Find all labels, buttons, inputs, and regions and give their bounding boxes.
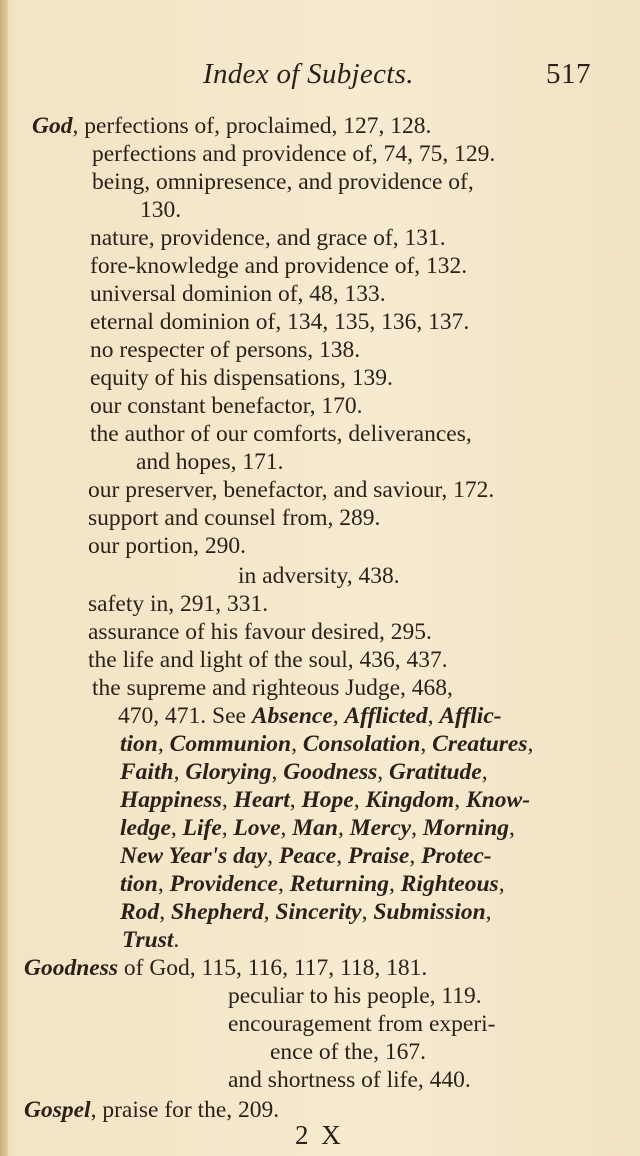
index-line bbox=[120, 898, 492, 926]
index-text: , bbox=[280, 815, 293, 841]
index-text: encouragement from experi- bbox=[228, 1011, 496, 1037]
index-term: Trust bbox=[122, 927, 174, 953]
index-term: Gospel bbox=[24, 1097, 91, 1123]
index-text: , bbox=[291, 731, 303, 757]
index-text: no respecter of persons, 138. bbox=[90, 337, 361, 363]
index-line bbox=[228, 1066, 471, 1094]
index-term: Love bbox=[233, 815, 281, 841]
index-line bbox=[120, 758, 488, 786]
index-line bbox=[24, 954, 427, 982]
index-term: Creatures bbox=[432, 731, 528, 757]
index-term: Afflic- bbox=[439, 703, 502, 729]
index-text: , bbox=[267, 843, 279, 869]
index-text: , bbox=[377, 759, 390, 785]
index-text: and shortness of life, 440. bbox=[228, 1067, 471, 1093]
index-text: , bbox=[277, 871, 290, 897]
index-term: Gratitude bbox=[389, 759, 482, 785]
index-text: , bbox=[509, 815, 515, 841]
index-line bbox=[228, 1010, 496, 1038]
index-term: Righteous bbox=[400, 871, 499, 897]
index-term: Happiness bbox=[120, 787, 222, 813]
index-term: New Year's day bbox=[120, 843, 268, 869]
index-text: , bbox=[389, 871, 401, 897]
index-line bbox=[118, 702, 502, 730]
index-text: the supreme and righteous Judge, 468, bbox=[92, 675, 453, 701]
index-line bbox=[120, 870, 505, 898]
index-term: Hope bbox=[301, 787, 354, 813]
index-term: Heart bbox=[233, 787, 290, 813]
index-line bbox=[88, 476, 494, 504]
index-text: , bbox=[454, 787, 467, 813]
index-text: nature, providence, and grace of, 131. bbox=[90, 225, 446, 251]
index-term: God bbox=[32, 113, 73, 139]
index-term: Communion bbox=[169, 731, 292, 757]
index-text: , bbox=[157, 731, 170, 757]
index-text: assurance of his favour desired, 295. bbox=[88, 619, 432, 645]
index-line bbox=[90, 252, 467, 280]
index-line bbox=[90, 280, 386, 308]
signature-mark: 2 X bbox=[295, 1120, 344, 1150]
index-line bbox=[92, 168, 474, 196]
index-text: , bbox=[157, 871, 170, 897]
index-term: Faith bbox=[120, 759, 174, 785]
index-text: equity of his dispensations, 139. bbox=[90, 365, 393, 391]
index-text: and hopes, 171. bbox=[136, 449, 284, 475]
index-line bbox=[120, 842, 492, 870]
index-text: , bbox=[420, 731, 433, 757]
index-term: Life bbox=[182, 815, 222, 841]
index-line bbox=[88, 532, 246, 560]
index-text: our constant benefactor, 170. bbox=[90, 393, 363, 419]
index-line bbox=[92, 674, 453, 702]
index-text: universal dominion of, 48, 133. bbox=[90, 281, 386, 307]
index-term: Protec- bbox=[421, 843, 492, 869]
index-text: being, omnipresence, and providence of, bbox=[92, 169, 474, 195]
index-term: Morning bbox=[422, 815, 510, 841]
index-text: , bbox=[271, 759, 284, 785]
index-text: , bbox=[289, 787, 302, 813]
index-term: Goodness bbox=[24, 955, 119, 981]
index-text: 130. bbox=[140, 197, 182, 223]
index-text: perfections and providence of, 74, 75, 129. bbox=[92, 141, 496, 167]
index-term: Afflicted bbox=[344, 703, 428, 729]
index-text: in adversity, 438. bbox=[238, 563, 400, 589]
index-line bbox=[88, 646, 448, 674]
index-text: , bbox=[481, 759, 488, 785]
index-term: Rod bbox=[120, 899, 160, 925]
index-text: , bbox=[353, 787, 366, 813]
index-term: Sincerity bbox=[275, 899, 362, 925]
index-text: , bbox=[173, 759, 186, 785]
index-text: our preserver, benefactor, and saviour, 172. bbox=[88, 477, 495, 503]
index-line bbox=[270, 1038, 426, 1066]
index-term: Goodness bbox=[283, 759, 378, 785]
index-term: Praise bbox=[348, 843, 410, 869]
index-text: the author of our comforts, deliverances, bbox=[90, 421, 472, 447]
index-line bbox=[120, 730, 533, 758]
index-line bbox=[88, 590, 268, 618]
index-line bbox=[88, 618, 432, 646]
index-text: , bbox=[498, 871, 505, 897]
index-text: safety in, 291, 331. bbox=[88, 591, 269, 617]
index-term: Kingdom bbox=[365, 787, 455, 813]
index-line bbox=[136, 448, 284, 476]
index-line bbox=[24, 1096, 279, 1124]
index-term: Submission bbox=[373, 899, 486, 925]
index-term: Providence bbox=[169, 871, 278, 897]
index-text: , bbox=[170, 815, 183, 841]
index-term: Returning bbox=[289, 871, 389, 897]
index-line bbox=[90, 420, 472, 448]
index-text: , bbox=[337, 815, 350, 841]
index-text: , bbox=[361, 899, 374, 925]
index-line bbox=[90, 364, 393, 392]
index-line bbox=[90, 308, 469, 336]
index-term: Know- bbox=[466, 787, 531, 813]
index-term: Man bbox=[292, 815, 338, 841]
index-line bbox=[32, 112, 431, 140]
page-number: 517 bbox=[546, 58, 591, 90]
index-line bbox=[238, 562, 400, 590]
index-line bbox=[92, 140, 495, 168]
index-term: Absence bbox=[251, 703, 333, 729]
index-text: eternal dominion of, 134, 135, 136, 137. bbox=[90, 309, 470, 335]
index-term: Peace bbox=[278, 843, 337, 869]
index-text: peculiar to his people, 119. bbox=[228, 983, 482, 1009]
index-term: tion bbox=[120, 731, 158, 757]
index-term: tion bbox=[120, 871, 158, 897]
index-text: , bbox=[427, 703, 440, 729]
index-text: support and counsel from, 289. bbox=[88, 505, 381, 531]
index-text: the life and light of the soul, 436, 437. bbox=[88, 647, 448, 673]
page-gutter-edge bbox=[0, 0, 8, 1156]
index-line bbox=[120, 814, 515, 842]
index-text: , bbox=[411, 815, 423, 841]
index-term: Shepherd bbox=[170, 899, 264, 925]
index-term: ledge bbox=[120, 815, 171, 841]
index-text: , bbox=[409, 843, 422, 869]
index-text: , bbox=[263, 899, 276, 925]
index-line bbox=[90, 392, 362, 420]
index-text: 470, 471. See bbox=[118, 703, 252, 729]
index-text: . bbox=[173, 927, 180, 953]
index-term: Mercy bbox=[349, 815, 412, 841]
index-text: , bbox=[221, 815, 234, 841]
running-header bbox=[0, 58, 640, 94]
index-text: fore-knowledge and providence of, 132. bbox=[90, 253, 468, 279]
header-title: Index of Subjects. bbox=[203, 58, 414, 90]
index-line bbox=[90, 224, 446, 252]
index-text: , bbox=[527, 731, 534, 757]
index-text: ence of the, 167. bbox=[270, 1039, 426, 1065]
index-text: our portion, 290. bbox=[88, 533, 246, 559]
index-line bbox=[120, 786, 530, 814]
index-line bbox=[122, 926, 179, 954]
index-text: , perfections of, proclaimed, 127, 128. bbox=[72, 113, 432, 139]
index-line bbox=[228, 982, 482, 1010]
index-text: , bbox=[336, 843, 348, 869]
index-text: , bbox=[221, 787, 234, 813]
index-text: of God, 115, 116, 117, 118, 181. bbox=[118, 955, 428, 981]
index-text: , bbox=[485, 899, 492, 925]
index-text: , bbox=[332, 703, 345, 729]
index-line bbox=[90, 336, 360, 364]
index-term: Glorying bbox=[185, 759, 272, 785]
index-text: , praise for the, 209. bbox=[90, 1097, 280, 1123]
index-text: , bbox=[159, 899, 171, 925]
index-term: Consolation bbox=[302, 731, 421, 757]
index-line bbox=[88, 504, 380, 532]
index-line bbox=[140, 196, 181, 224]
